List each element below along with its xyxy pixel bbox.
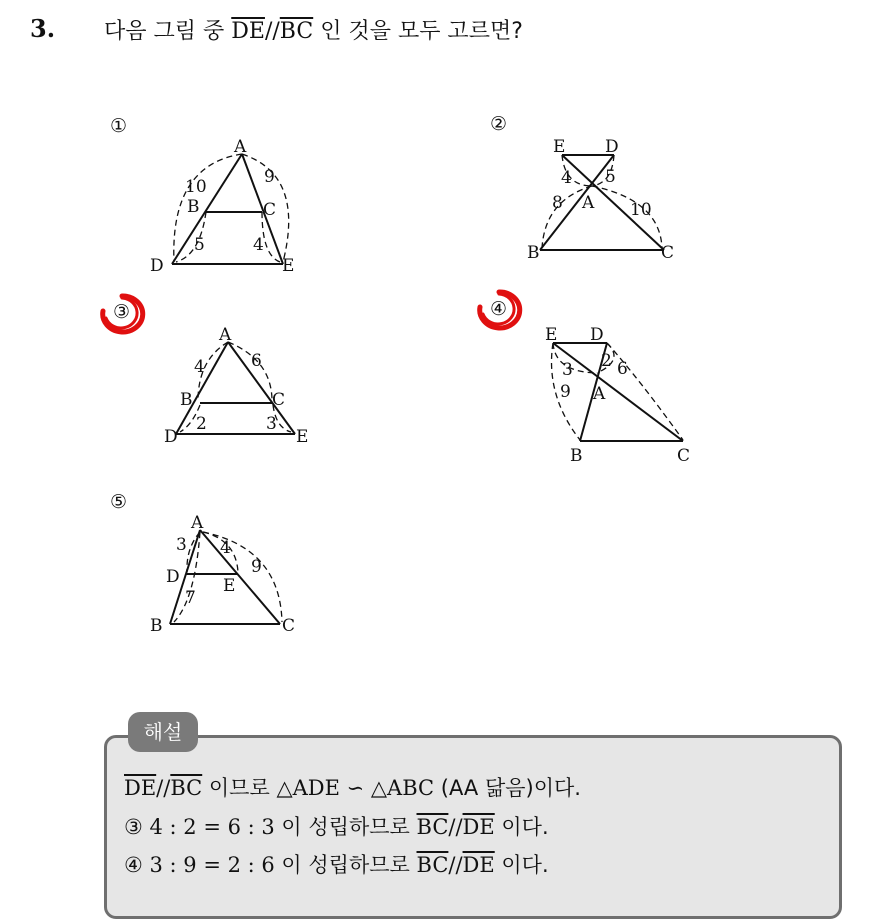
solution-text: 이 성립하므로 [281, 853, 417, 877]
figure-3-num-bd: 2 [196, 414, 207, 434]
figure-2-label-a: A [582, 193, 595, 213]
figure-5-num-ad: 3 [176, 535, 187, 555]
figure-3-num-ab: 4 [194, 357, 205, 377]
figure-2-num-ab: 8 [552, 193, 563, 213]
parallel-symbol: // [264, 19, 280, 44]
figure-5 [110, 491, 295, 636]
figure-4-line-ec [553, 343, 683, 441]
solution-tag: 해설 [128, 712, 198, 752]
figure-4-label-a: A [593, 384, 606, 404]
figure-2-num-da: 5 [605, 167, 616, 187]
solution-segment-de: $\overline{DE}$ [462, 815, 495, 839]
figure-5-label-e: E [223, 576, 236, 596]
question-number: 3. [30, 14, 56, 43]
solution-segment-bc: $\overline{BC}$ [416, 815, 449, 839]
figure-1-num-ab: 10 [185, 177, 207, 197]
figure-4-num-ea: 3 [562, 360, 573, 380]
parallel-symbol: // [156, 776, 171, 800]
figure-2-label-c: C [661, 243, 675, 263]
figure-1-label-b: B [187, 197, 200, 217]
solution-segment-bc: $\overline{BC}$ [170, 776, 203, 800]
similar-symbol: ∽ [339, 776, 371, 800]
figure-1-line-ad [172, 154, 242, 264]
figure-5-num-ac: 9 [251, 557, 262, 577]
figure-5-line-ac [200, 530, 280, 624]
solution-text: (AA 닮음)이다. [434, 776, 581, 800]
figure-5-num-ae: 4 [220, 538, 231, 558]
figure-1-label-a: A [234, 137, 247, 157]
figure-4-label-c: C [677, 446, 691, 466]
solution-text: 이 성립하므로 [281, 815, 417, 839]
figure-3-label-a: A [219, 325, 232, 345]
figure-1-num-ac: 9 [264, 167, 275, 187]
solution-line-3 [124, 849, 549, 879]
solution-segment-bc: $\overline{BC}$ [416, 853, 449, 877]
question-prefix: 다음 그림 중 [104, 19, 232, 44]
figure-4-num-da: 2 [601, 351, 612, 371]
figure-2-num-ac: 10 [630, 200, 652, 220]
figure-3-label-e: E [296, 427, 309, 447]
figure-5-label-c: C [282, 616, 296, 636]
figure-1-num-bd: 5 [194, 235, 205, 255]
figure-5-arc-ac [203, 532, 282, 622]
figure-2-marker: ② [490, 113, 508, 135]
figure-3-marker: ③ [113, 301, 131, 323]
figure-2 [490, 113, 674, 263]
figure-4 [480, 292, 690, 466]
solution-line-1 [124, 772, 581, 802]
solution-marker-4: ④ [124, 853, 143, 877]
solution-text: 이므로 [202, 776, 277, 800]
figure-1 [110, 115, 294, 276]
solution-segment-de: $\overline{DE}$ [124, 776, 157, 800]
parallel-symbol: // [448, 853, 463, 877]
figure-3-num-ce: 3 [266, 414, 277, 434]
figure-1-label-e: E [282, 256, 295, 276]
figure-4-num-eb: 9 [560, 382, 571, 402]
figure-4-marker: ④ [490, 298, 508, 320]
segment-bc: $\overline{BC}$ [279, 19, 314, 44]
figure-1-num-ce: 4 [253, 235, 264, 255]
triangle-ade: △ADE [276, 776, 340, 800]
figure-3 [103, 296, 309, 447]
figure-4-num-dc: 6 [617, 359, 628, 379]
figure-1-marker: ① [110, 115, 128, 137]
figure-3-num-ac: 6 [251, 351, 262, 371]
figure-5-label-a: A [191, 513, 204, 533]
solution-text: 이다. [494, 853, 549, 877]
figure-2-label-b: B [527, 243, 540, 263]
figure-4-label-d: D [590, 325, 604, 345]
segment-de: $\overline{DE}$ [231, 19, 265, 44]
figure-3-label-b: B [180, 390, 193, 410]
figure-2-label-d: D [605, 137, 619, 157]
solution-text: 이다. [494, 815, 549, 839]
figure-5-marker: ⑤ [110, 491, 128, 513]
solution-line-2 [124, 811, 549, 841]
figure-1-label-c: C [263, 200, 277, 220]
ratio-expression: 3 : 9 = 2 : 6 [142, 853, 282, 877]
ratio-expression: 4 : 2 = 6 : 3 [142, 815, 282, 839]
figure-2-num-ea: 4 [561, 168, 572, 188]
figure-5-num-ab: 7 [185, 588, 196, 608]
figure-5-label-b: B [150, 616, 163, 636]
parallel-symbol: // [448, 815, 463, 839]
triangle-abc: △ABC [370, 776, 435, 800]
figure-4-label-e: E [545, 325, 558, 345]
figure-4-label-b: B [570, 446, 583, 466]
figure-2-label-e: E [553, 137, 566, 157]
figure-5-label-d: D [166, 567, 180, 587]
figure-3-label-d: D [164, 427, 178, 447]
figure-3-label-c: C [272, 390, 286, 410]
question-suffix: 인 것을 모두 고르면? [313, 19, 523, 44]
figure-1-label-d: D [150, 256, 164, 276]
solution-marker-3: ③ [124, 815, 143, 839]
solution-segment-de: $\overline{DE}$ [462, 853, 495, 877]
